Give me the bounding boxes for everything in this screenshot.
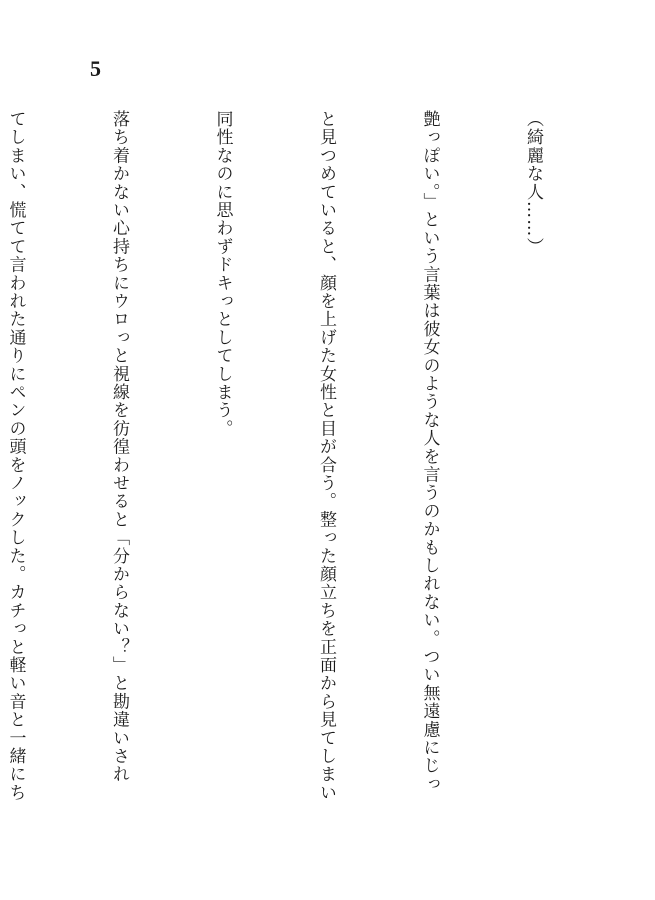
text-line: （綺麗な人……）	[523, 110, 543, 256]
body-text	[5, 110, 619, 850]
text-line: 落ち着かない心持ちにウロっと視線を彷徨わせると「分からない？」と勘違いされ	[109, 110, 129, 784]
text-line: 同性なのに思わずドキっとしてしまう。	[212, 110, 233, 438]
text-line: 艶っぽい。」という言葉は彼女のような人を言うのかもしれない。つい無遠慮にじっ	[419, 110, 440, 794]
text-line: てしまい、慌てて言われた通りにペンの頭をノックした。カチっと軽い音と一緒にち	[5, 110, 26, 802]
text-line: と見つめていると、顔を上げた女性と目が合う。整った顔立ちを正面から見てしまい	[316, 110, 336, 802]
page-number: 5	[90, 56, 101, 81]
